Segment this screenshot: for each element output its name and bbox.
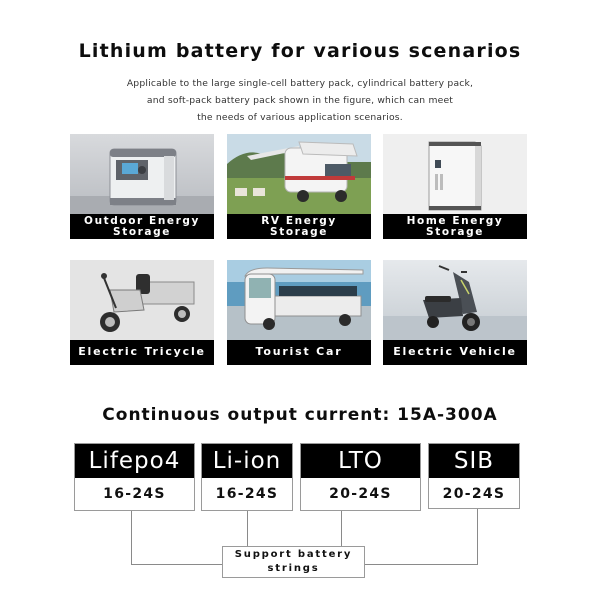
connector-line: [131, 511, 132, 565]
output-current-heading: Continuous output current: 15A-300A: [102, 405, 498, 425]
description-line: and soft-pack battery pack shown in the figure, which can meet: [146, 95, 454, 106]
scenario-label: [70, 214, 214, 239]
scenario-label: [383, 340, 527, 365]
description-line: Applicable to the large single-cell battery pack, cylindrical battery pack,: [126, 78, 474, 89]
electric-tricycle-image: [70, 260, 214, 340]
connector-line: [131, 564, 222, 565]
scenario-electric-vehicle: [383, 260, 527, 365]
scenario-label: [70, 340, 214, 365]
label-line: Storage: [113, 225, 171, 238]
chemistry-name: Li-ion: [202, 444, 292, 478]
description: [0, 75, 600, 126]
electric-scooter-image: [383, 260, 527, 340]
chemistry-sib: [428, 443, 520, 509]
scenario-label: [383, 214, 527, 239]
label-line: Home Energy: [406, 215, 504, 227]
connector-line: [247, 511, 248, 546]
label-line: Electric Tricycle: [78, 345, 206, 359]
rv-motorhome-image: [227, 134, 371, 214]
scenario-label: [227, 214, 371, 239]
support-label-line: strings: [267, 563, 320, 574]
scenario-home-energy-storage: [383, 134, 527, 239]
scenario-outdoor-energy-storage: [70, 134, 214, 239]
chemistry-name: SIB: [429, 444, 519, 478]
chemistry-strings: 20-24S: [442, 486, 506, 502]
chemistry-name: LTO: [301, 444, 420, 478]
connector-line: [341, 511, 342, 546]
scenario-tourist-car: [227, 260, 371, 365]
support-battery-strings-box: [222, 546, 365, 578]
chemistry-strings: 20-24S: [329, 486, 392, 502]
tourist-shuttle-image: [227, 260, 371, 340]
scenario-rv-energy-storage: [227, 134, 371, 239]
label-line: Outdoor Energy: [84, 215, 200, 227]
chemistry-li-ion: [201, 443, 293, 511]
scenario-electric-tricycle: [70, 260, 214, 365]
chemistry-name: Lifepo4: [75, 444, 194, 478]
label-line: Storage: [270, 225, 328, 238]
label-line: RV Energy: [261, 215, 337, 227]
label-line: Tourist Car: [255, 345, 343, 359]
home-battery-cabinet-image: [383, 134, 527, 214]
support-label-line: Support battery: [234, 549, 353, 560]
scenario-label: [227, 340, 371, 365]
label-line: Storage: [426, 225, 484, 238]
chemistry-strings: 16-24S: [215, 486, 279, 502]
label-line: Electric Vehicle: [393, 345, 517, 359]
connector-line: [365, 564, 478, 565]
connector-line: [477, 509, 478, 565]
page-title: Lithium battery for various scenarios: [78, 40, 522, 62]
description-line: the needs of various application scenarios.: [197, 112, 403, 123]
chemistry-lifepo4: [74, 443, 195, 511]
portable-power-station-image: [70, 134, 214, 214]
chemistry-strings: 16-24S: [103, 486, 166, 502]
chemistry-lto: [300, 443, 421, 511]
